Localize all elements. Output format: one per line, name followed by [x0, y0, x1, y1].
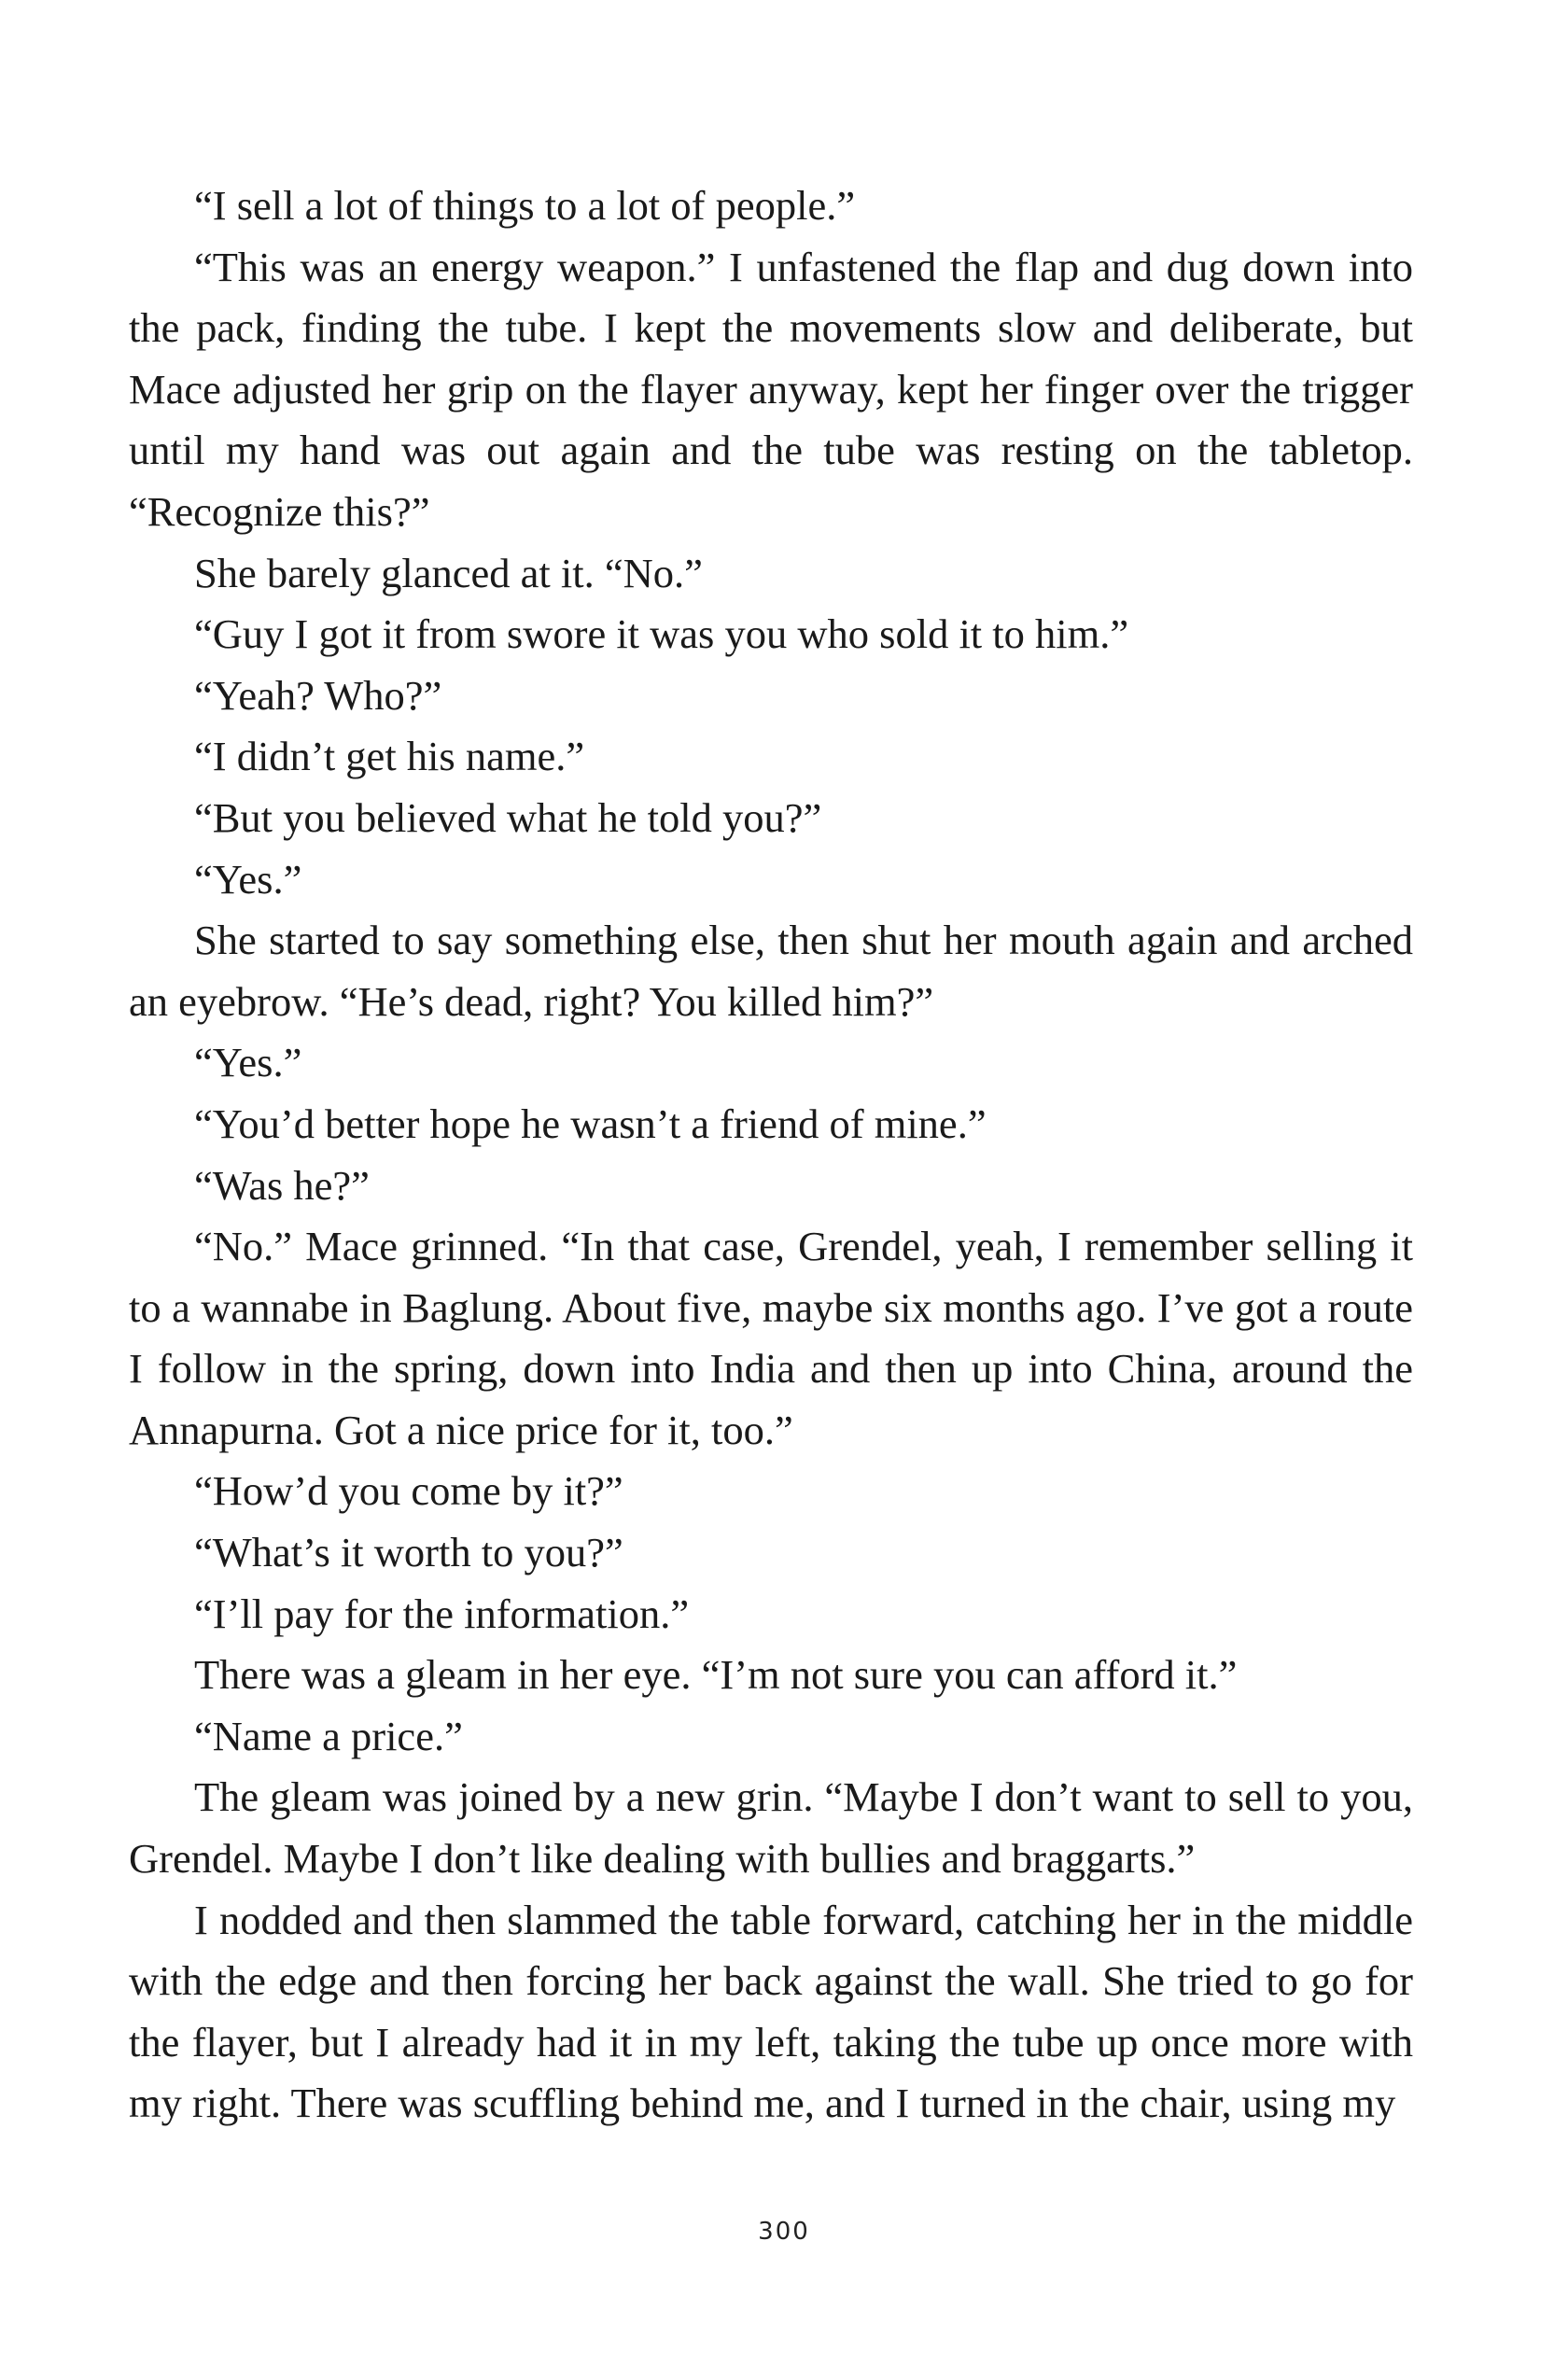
paragraph: The gleam was joined by a new grin. “Maybe I don’t want to sell to you, Grendel. Maybe I don’t like dealing with bullies and braggarts.” [129, 1773, 1413, 1883]
paragraph: “But you believed what he told you?” [194, 793, 822, 841]
body-text [129, 175, 1413, 2135]
paragraph: “No.” Mace grinned. “In that case, Grendel, yeah, I remember selling it to a wannabe in Baglung. About five, maybe six months ago. I’ve got a route I follow in the spring, down into India and then up into China, around the Annapurna. Got a nice price for it, too.” [129, 1223, 1413, 1453]
paragraph: She started to say something else, then shut her mouth again and arched an eyebrow. “He’s dead, right? You killed him?” [129, 917, 1413, 1025]
paragraph: “This was an energy weapon.” I unfastened the flap and dug down into the pack, finding the tube. I kept the movements slow and deliberate, but Mace adjusted her grip on the flayer anyway, kept her finger over the trigger until my hand was out again and the tube was resting on the tabletop. “Recognize this?” [129, 243, 1413, 535]
paragraph: “Yes.” [194, 855, 302, 903]
paragraph: “What’s it worth to you?” [194, 1529, 623, 1576]
paragraph: “I didn’t get his name.” [194, 733, 585, 780]
paragraph: “Was he?” [194, 1161, 370, 1209]
paragraph: “I sell a lot of things to a lot of people.” [194, 182, 856, 229]
paragraph: “Name a price.” [194, 1712, 463, 1759]
paragraph: “I’ll pay for the information.” [194, 1590, 690, 1637]
paragraph: I nodded and then slammed the table forward, catching her in the middle with the edge and then forcing her back against the wall. She tried to go for the flayer, but I already had it in my left, taking the tube up once more with my right. There was scuffling behind me, and I turned in the chair, using my [129, 1896, 1413, 2127]
page-number: 300 [758, 2218, 810, 2246]
paragraph: “Yeah? Who?” [194, 671, 442, 719]
paragraph: “Guy I got it from swore it was you who sold it to him.” [194, 610, 1129, 658]
paragraph: There was a gleam in her eye. “I’m not sure you can afford it.” [194, 1651, 1238, 1699]
paragraph: “How’d you come by it?” [194, 1467, 623, 1515]
paragraph: “Yes.” [194, 1039, 302, 1086]
paragraph: “You’d better hope he wasn’t a friend of mine.” [194, 1099, 987, 1147]
paragraph: She barely glanced at it. “No.” [194, 549, 703, 596]
